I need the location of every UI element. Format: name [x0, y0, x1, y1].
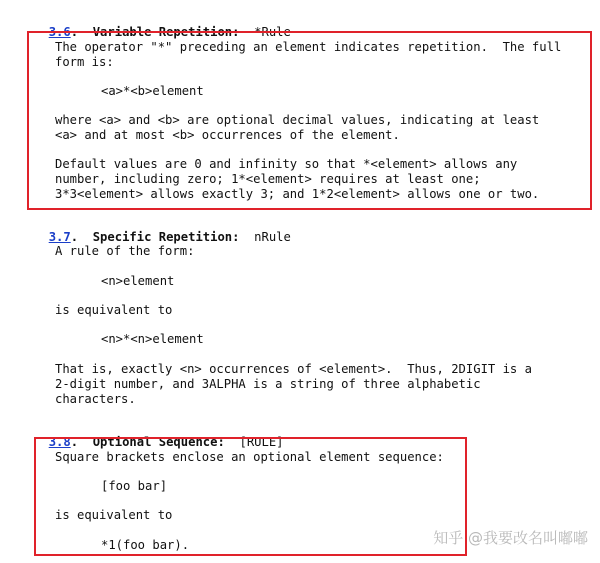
body-line: The operator "*" preceding an element indicates repetition. The full [55, 40, 562, 54]
body-line: form is: [55, 55, 114, 69]
watermark-text: 知乎 @我要改名叫嘟嘟 [433, 529, 588, 547]
body-line: A rule of the form: [55, 244, 195, 258]
code-example: *1(foo bar). [101, 538, 190, 552]
body-line: characters. [55, 392, 136, 406]
code-example: <a>*<b>element [101, 84, 204, 98]
code-example: [foo bar] [101, 479, 168, 493]
section-rule-3-6: *Rule [254, 25, 291, 39]
body-line: number, including zero; 1*<element> requires at least one; [55, 172, 481, 186]
body-line: That is, exactly <n> occurrences of <element>. Thus, 2DIGIT is a [55, 362, 532, 376]
section-rule-3-7: nRule [254, 230, 291, 244]
section-heading-3-6: 3.6. Variable Repetition: *Rule [48, 25, 291, 39]
section-link-3-6[interactable]: 3.6 [48, 25, 71, 39]
body-line: is equivalent to [55, 508, 173, 522]
section-title-3-6: Variable Repetition: [92, 25, 240, 39]
section-link-3-7[interactable]: 3.7 [48, 230, 71, 244]
code-example: <n>*<n>element [101, 332, 204, 346]
section-heading-3-7: 3.7. Specific Repetition: nRule [48, 230, 291, 244]
code-example: <n>element [101, 274, 175, 288]
section-heading-3-8: 3.8. Optional Sequence: [RULE] [48, 435, 284, 449]
body-line: Square brackets enclose an optional element sequence: [55, 450, 444, 464]
body-line: where <a> and <b> are optional decimal values, indicating at least [55, 113, 540, 127]
body-line: 2-digit number, and 3ALPHA is a string of three alphabetic [55, 377, 481, 391]
section-link-3-8[interactable]: 3.8 [48, 435, 71, 449]
body-line: is equivalent to [55, 303, 173, 317]
section-title-3-7: Specific Repetition: [92, 230, 240, 244]
section-rule-3-8: [RULE] [239, 435, 284, 449]
body-line: Default values are 0 and infinity so that *<element> allows any [55, 157, 518, 171]
section-title-3-8: Optional Sequence: [92, 435, 225, 449]
body-line: 3*3<element> allows exactly 3; and 1*2<element> allows one or two. [55, 187, 540, 201]
body-line: <a> and at most <b> occurrences of the element. [55, 128, 400, 142]
